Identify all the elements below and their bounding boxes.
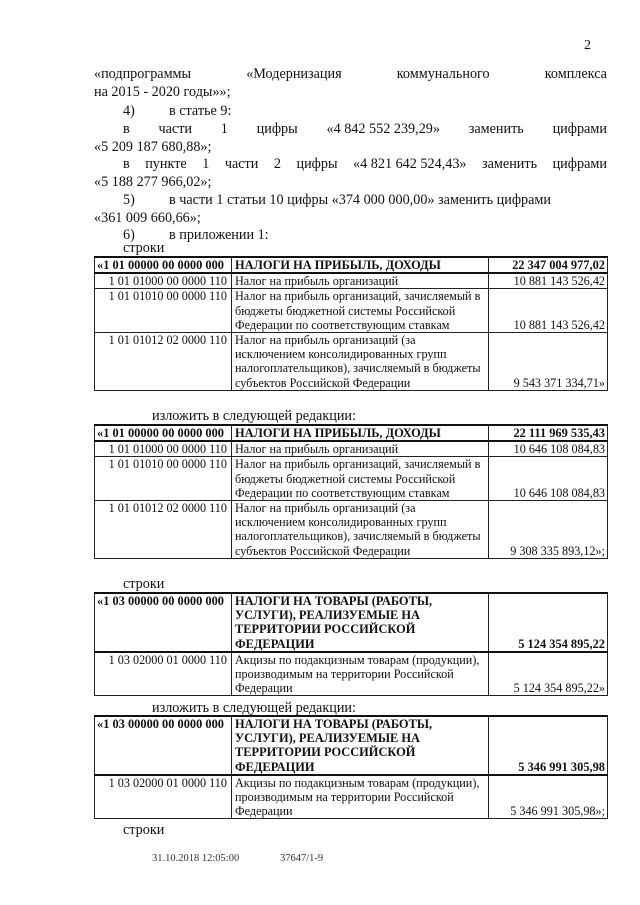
amount-cell: 22 347 004 977,02 — [489, 257, 608, 273]
para-line-7: «5 188 277 966,02»; — [94, 174, 212, 190]
item-text: в части 1 статьи 10 цифры «374 000 000,00» заменить цифрами — [169, 192, 551, 208]
word: заменить — [482, 156, 538, 172]
label-stroki: строки — [123, 240, 165, 256]
word: 1 — [220, 121, 228, 137]
word: «4 821 642 524,43» — [353, 156, 467, 172]
para-line-2: на 2015 - 2020 годы»»; — [94, 84, 231, 100]
word: «4 842 552 239,29» — [326, 121, 440, 137]
table-row — [95, 716, 608, 775]
code-cell: 1 01 01000 00 0000 110 — [95, 273, 232, 289]
footer-datetime: 31.10.2018 12:05:00 — [152, 853, 240, 864]
amount-cell: 10 881 143 526,42 — [489, 289, 608, 333]
name-cell: Налог на прибыль организаций, зачисляемый в бюджеты бюджетной системы Российской Федерации по соответствующим ставкам — [232, 289, 489, 333]
amount-cell: 9 308 335 893,12»; — [489, 501, 608, 559]
word: «подпрограммы — [94, 66, 192, 82]
code-cell: 1 01 01000 00 0000 110 — [95, 441, 232, 457]
table-row — [95, 457, 608, 501]
name-cell: НАЛОГИ НА ТОВАРЫ (РАБОТЫ, УСЛУГИ), РЕАЛИЗУЕМЫЕ НА ТЕРРИТОРИИ РОССИЙСКОЙ ФЕДЕРАЦИИ — [232, 593, 489, 652]
amount-cell: 10 881 143 526,42 — [489, 273, 608, 289]
para-line-3 — [123, 103, 232, 119]
item-text: в приложении 1: — [169, 227, 269, 243]
code-cell: «1 03 00000 00 0000 000 — [95, 716, 232, 775]
name-cell: НАЛОГИ НА ПРИБЫЛЬ, ДОХОДЫ — [232, 425, 489, 441]
page-number: 2 — [584, 38, 591, 53]
word: части — [158, 121, 193, 137]
name-cell: НАЛОГИ НА ТОВАРЫ (РАБОТЫ, УСЛУГИ), РЕАЛИЗУЕМЫЕ НА ТЕРРИТОРИИ РОССИЙСКОЙ ФЕДЕРАЦИИ — [232, 716, 489, 775]
name-cell: Акцизы по подакцизным товарам (продукции), производимым на территории Российской Федерации — [232, 775, 489, 819]
name-cell: Налог на прибыль организаций — [232, 441, 489, 457]
word: в — [123, 121, 130, 137]
item-number: 5) — [123, 192, 135, 208]
amount-cell: 5 346 991 305,98»; — [489, 775, 608, 819]
table-row — [95, 257, 608, 273]
word: в — [123, 156, 130, 172]
table-row — [95, 333, 608, 391]
para-line-8 — [123, 192, 551, 208]
word: коммунального — [396, 66, 490, 82]
table-row — [95, 775, 608, 819]
label-izlozhit: изложить в следующей редакции: — [152, 408, 356, 424]
word: 2 — [273, 156, 281, 172]
amount-cell: 5 346 991 305,98 — [489, 716, 608, 775]
table-row — [95, 425, 608, 441]
code-cell: 1 03 02000 01 0000 110 — [95, 775, 232, 819]
item-number: 4) — [123, 103, 135, 119]
para-line-5: «5 209 187 680,88»; — [94, 139, 212, 155]
amount-cell: 5 124 354 895,22» — [489, 652, 608, 696]
word: цифрами — [552, 156, 607, 172]
amount-cell: 10 646 108 084,83 — [489, 457, 608, 501]
para-line-4 — [123, 121, 607, 137]
word: пункте — [145, 156, 187, 172]
para-line-1 — [94, 66, 607, 82]
para-line-9: «361 009 660,66»; — [94, 210, 201, 226]
label-stroki: строки — [123, 822, 165, 838]
name-cell: Налог на прибыль организаций — [232, 273, 489, 289]
table-row — [95, 441, 608, 457]
name-cell: Налог на прибыль организаций, зачисляемый в бюджеты бюджетной системы Российской Федерации по соответствующим ставкам — [232, 457, 489, 501]
word: цифры — [296, 156, 338, 172]
income-table-old-2 — [94, 592, 608, 696]
code-cell: «1 03 00000 00 0000 000 — [95, 593, 232, 652]
code-cell: 1 01 01010 00 0000 110 — [95, 289, 232, 333]
item-number: 6) — [123, 227, 135, 243]
label-stroki: строки — [123, 576, 165, 592]
label-izlozhit: изложить в следующей редакции: — [152, 700, 356, 716]
code-cell: «1 01 00000 00 0000 000 — [95, 257, 232, 273]
table-row — [95, 593, 608, 652]
word: части — [224, 156, 259, 172]
amount-cell: 10 646 108 084,83 — [489, 441, 608, 457]
word: «Модернизация — [246, 66, 342, 82]
amount-cell: 5 124 354 895,22 — [489, 593, 608, 652]
name-cell: Акцизы по подакцизным товарам (продукции), производимым на территории Российской Федерации — [232, 652, 489, 696]
amount-cell: 22 111 969 535,43 — [489, 425, 608, 441]
table-row — [95, 501, 608, 559]
name-cell: Налог на прибыль организаций (за исключением консолидированных групп налогоплательщиков), зачисляемый в бюджеты субъектов Российской Федерации — [232, 501, 489, 559]
word: 1 — [202, 156, 210, 172]
code-cell: 1 03 02000 01 0000 110 — [95, 652, 232, 696]
item-text: в статье 9: — [169, 103, 232, 119]
table-row — [95, 273, 608, 289]
name-cell: Налог на прибыль организаций (за исключением консолидированных групп налогоплательщиков), зачисляемый в бюджеты субъектов Российской Федерации — [232, 333, 489, 391]
word: цифрами — [552, 121, 607, 137]
name-cell: НАЛОГИ НА ПРИБЫЛЬ, ДОХОДЫ — [232, 257, 489, 273]
para-line-6 — [123, 156, 607, 172]
word: комплекса — [544, 66, 607, 82]
word: цифры — [256, 121, 298, 137]
table-row — [95, 652, 608, 696]
code-cell: «1 01 00000 00 0000 000 — [95, 425, 232, 441]
income-table-new-1 — [94, 424, 608, 559]
amount-cell: 9 543 371 334,71» — [489, 333, 608, 391]
code-cell: 1 01 01010 00 0000 110 — [95, 457, 232, 501]
code-cell: 1 01 01012 02 0000 110 — [95, 333, 232, 391]
word: заменить — [468, 121, 524, 137]
code-cell: 1 01 01012 02 0000 110 — [95, 501, 232, 559]
income-table-new-2 — [94, 715, 608, 819]
income-table-old-1 — [94, 256, 608, 391]
table-row — [95, 289, 608, 333]
footer-doc-id: 37647/1-9 — [280, 853, 324, 864]
